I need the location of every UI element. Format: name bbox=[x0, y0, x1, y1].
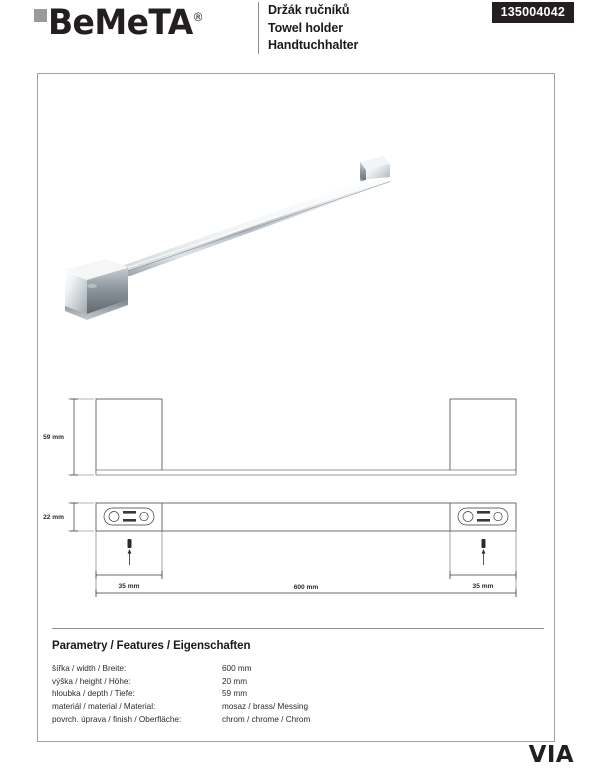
table-row bbox=[52, 677, 310, 690]
specifications-heading: Parametry / Features / Eigenschaften bbox=[52, 640, 251, 652]
spec-value: 600 mm bbox=[222, 664, 252, 673]
left-mounting-plate-detail bbox=[104, 508, 154, 525]
total-width-dimension-label: 600 mm bbox=[293, 584, 319, 591]
left-bracket-render bbox=[65, 259, 128, 320]
side-elevation-drawing bbox=[68, 399, 516, 475]
specifications-block bbox=[52, 640, 522, 727]
table-row bbox=[52, 715, 310, 728]
spec-value: mosaz / brass/ Messing bbox=[222, 702, 308, 712]
logo-square-icon bbox=[34, 9, 47, 22]
bemeta-logo bbox=[34, 0, 204, 43]
spec-value: 20 mm bbox=[222, 676, 248, 686]
left-screw-callout bbox=[128, 539, 132, 565]
table-row bbox=[52, 702, 310, 715]
specifications-table bbox=[52, 664, 310, 727]
spec-label: výška / height / Höhe: bbox=[52, 676, 131, 686]
right-screw-callout bbox=[482, 539, 486, 565]
logo-wordmark-text: BeMeTA bbox=[48, 0, 193, 43]
page-header bbox=[0, 0, 600, 58]
technical-drawings bbox=[38, 385, 554, 600]
product-title-de: Handtuchhalter bbox=[268, 38, 359, 52]
product-code-badge: 135004042 bbox=[492, 2, 574, 23]
product-photo bbox=[38, 74, 554, 364]
table-row bbox=[52, 664, 310, 677]
spec-label: šířka / width / Breite: bbox=[52, 664, 127, 673]
table-row bbox=[52, 689, 310, 702]
right-mounting-plate-detail bbox=[458, 508, 508, 525]
spec-value: chrom / chrome / Chrom bbox=[222, 714, 311, 724]
towel-bar-render bbox=[110, 177, 390, 276]
product-title-cs: Držák ručníků bbox=[268, 3, 350, 17]
spec-value: 59 mm bbox=[222, 689, 248, 699]
series-name: VIA bbox=[528, 742, 574, 768]
spec-separator bbox=[52, 628, 544, 629]
product-title-en: Towel holder bbox=[268, 20, 343, 35]
spec-label: povrch. úprava / finish / Oberfläche: bbox=[52, 714, 182, 724]
header-divider bbox=[258, 2, 259, 54]
spec-label: hloubka / depth / Tiefe: bbox=[52, 689, 135, 699]
logo-wordmark bbox=[48, 0, 204, 43]
technical-drawings-svg bbox=[38, 385, 554, 600]
depth-dimension-label: 59 mm bbox=[43, 434, 64, 441]
right-bracket-dimension-label: 35 mm bbox=[472, 583, 494, 590]
spec-label: materiál / material / Material: bbox=[52, 702, 156, 712]
product-photo-svg bbox=[38, 74, 554, 364]
registered-trademark-icon: ® bbox=[192, 10, 204, 25]
left-bracket-dimension-label: 35 mm bbox=[118, 583, 140, 590]
height-dimension-label: 22 mm bbox=[43, 514, 64, 521]
product-title-block bbox=[268, 2, 358, 55]
